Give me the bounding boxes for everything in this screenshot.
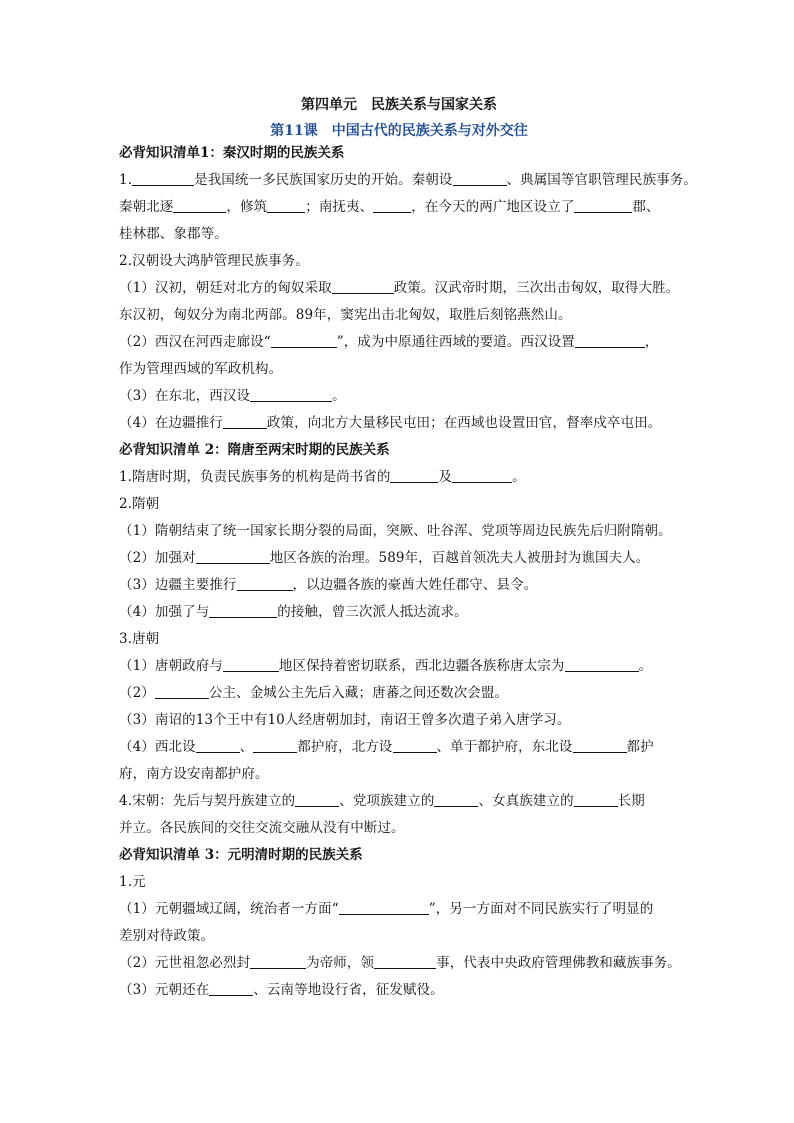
line-text: （1）隋朝结束了统一国家长期分裂的局面，突厥、吐谷浑、党项等周边民族先后归附隋朝。 — [119, 523, 672, 539]
fill-in-blank[interactable] — [209, 981, 253, 996]
fill-in-blank[interactable] — [155, 684, 209, 699]
text-line — [119, 221, 679, 248]
line-text: 地区各族的治理。589年，百越首领冼夫人被册封为谯国夫人。 — [269, 550, 650, 566]
unit-title: 第四单元 民族关系与国家关系 — [301, 97, 497, 113]
fill-in-blank[interactable] — [267, 198, 305, 213]
line-text: ， — [644, 334, 659, 350]
fill-in-blank[interactable] — [250, 387, 332, 402]
line-text: ”，成为中原通往西域的要道。西汉设置 — [336, 334, 575, 350]
line-text: 、女真族建立的 — [478, 793, 574, 809]
text-line — [119, 869, 679, 896]
line-text: （4）加强了与 — [119, 604, 210, 620]
line-text: 、党项族建立的 — [339, 793, 435, 809]
text-line — [119, 356, 679, 383]
line-text: 是我国统一多民族国家历史的开始。秦朝设 — [194, 172, 453, 188]
lesson-title: 第11课 中国古代的民族关系与对外交往 — [270, 123, 528, 139]
fill-in-blank[interactable] — [373, 198, 411, 213]
fill-in-blank[interactable] — [332, 279, 394, 294]
fill-in-blank[interactable] — [209, 603, 277, 618]
text-line — [119, 410, 679, 437]
line-text: （3）元朝还在 — [119, 982, 210, 998]
line-text: （2）加强对 — [119, 550, 196, 566]
text-line — [119, 545, 679, 572]
line-text: 2.隋朝 — [119, 496, 160, 512]
line-text: （1）元朝疆域辽阔，统治者一方面“ — [119, 901, 339, 917]
line-text: （2）元世祖忽必烈封 — [119, 955, 251, 971]
line-text: 作为管理西域的军政机构。 — [119, 361, 283, 377]
line-text: 1. — [119, 172, 133, 188]
line-text: （2）西汉在河西走廊设“ — [119, 334, 271, 350]
line-text: 3.唐朝 — [119, 631, 160, 647]
text-line — [119, 707, 679, 734]
text-line — [119, 761, 679, 788]
line-text: （4）在边疆推行 — [119, 415, 223, 431]
line-text: （1）唐朝政府与 — [119, 658, 223, 674]
line-text: ；南抚夷、 — [305, 199, 374, 215]
text-line — [119, 653, 679, 680]
text-line — [119, 464, 679, 491]
text-line — [119, 167, 697, 194]
line-text: 秦朝北逐 — [119, 199, 174, 215]
line-text: 的接触，曾三次派人抵达流求。 — [277, 604, 468, 620]
line-text: 府，南方设安南都护府。 — [119, 766, 269, 782]
section-heading: 必背知识清单1：秦汉时期的民族关系 — [119, 145, 345, 161]
line-text: 事，代表中央政府管理佛教和藏族事务。 — [436, 955, 681, 971]
line-text: （3）南诏的13个王中有10人经唐朝加封，南诏王曾多次遣子弟入唐学习。 — [119, 712, 571, 728]
line-text: 、单于都护府，东北设 — [436, 739, 573, 755]
knowledge-lists — [119, 140, 697, 1004]
fill-in-blank[interactable] — [223, 657, 279, 672]
text-line — [119, 626, 679, 653]
fill-in-blank[interactable] — [575, 333, 645, 348]
text-line — [119, 572, 679, 599]
fill-in-blank[interactable] — [390, 468, 438, 483]
fill-in-blank[interactable] — [565, 657, 639, 672]
line-text: 公主、金城公主先后入藏；唐蕃之间还数次会盟。 — [208, 685, 509, 701]
fill-in-blank[interactable] — [295, 792, 339, 807]
text-line — [119, 788, 679, 815]
line-text: 政策，向北方大量移民屯田；在西域也设置田官，督率戍卒屯田。 — [266, 415, 662, 431]
text-line — [119, 329, 679, 356]
line-text: ，在今天的两广地区设立了 — [411, 199, 575, 215]
fill-in-blank[interactable] — [196, 549, 270, 564]
fill-in-blank[interactable] — [574, 198, 632, 213]
line-text: ，以边疆各族的豪酋大姓任郡守、县令。 — [292, 577, 538, 593]
line-text: 政策。汉武帝时期，三次出击匈奴，取得大胜。 — [393, 280, 680, 296]
line-text: 都护府，北方设 — [297, 739, 393, 755]
line-text: 。 — [638, 658, 653, 674]
text-line — [119, 680, 679, 707]
text-line — [119, 491, 679, 518]
fill-in-blank[interactable] — [196, 738, 240, 753]
fill-in-blank[interactable] — [574, 792, 618, 807]
line-text: （1）汉初，朝廷对北方的匈奴采取 — [119, 280, 332, 296]
line-text: （3）在东北，西汉设 — [119, 388, 251, 404]
line-text: （3）边疆主要推行 — [119, 577, 237, 593]
line-text: ”，另一方面对不同民族实行了明显的 — [428, 901, 654, 917]
fill-in-blank[interactable] — [452, 468, 512, 483]
text-line — [119, 815, 679, 842]
fill-in-blank[interactable] — [339, 900, 429, 915]
line-text: 、典属国等官职管理民族事务。 — [506, 172, 697, 188]
text-line — [119, 302, 679, 329]
document-page — [119, 96, 697, 1004]
line-text: 、云南等地设行省，征发赋役。 — [253, 982, 444, 998]
line-text: 1.隋唐时期，负责民族事务的机构是尚书省的 — [119, 469, 391, 485]
line-text: 及 — [438, 469, 453, 485]
text-line — [119, 599, 679, 626]
fill-in-blank[interactable] — [393, 738, 437, 753]
fill-in-blank[interactable] — [374, 954, 436, 969]
text-line — [119, 734, 679, 761]
fill-in-blank[interactable] — [573, 738, 627, 753]
fill-in-blank[interactable] — [253, 738, 297, 753]
line-text: （4）西北设 — [119, 739, 196, 755]
line-text: ，修筑 — [226, 199, 268, 215]
line-text: 1.元 — [119, 874, 146, 890]
text-line — [119, 518, 679, 545]
text-line — [119, 923, 679, 950]
text-line — [119, 977, 679, 1004]
line-text: 郡、 — [632, 199, 660, 215]
line-text: 并立。各民族间的交往交流交融从没有中断过。 — [119, 820, 405, 836]
line-text: 。 — [332, 388, 346, 404]
line-text: 地区保持着密切联系，西北边疆各族称唐太宗为 — [278, 658, 565, 674]
fill-in-blank[interactable] — [173, 198, 226, 213]
line-text: 长期 — [617, 793, 645, 809]
line-text: 差别对待政策。 — [119, 928, 215, 944]
fill-in-blank[interactable] — [271, 333, 337, 348]
text-line — [119, 275, 679, 302]
line-text: 东汉初，匈奴分为南北两部。89年，窦宪出击北匈奴，取胜后刻铭燕然山。 — [119, 307, 572, 323]
fill-in-blank[interactable] — [453, 171, 507, 186]
text-line — [119, 248, 679, 275]
section-heading: 必背知识清单 2：隋唐至两宋时期的民族关系 — [119, 442, 390, 458]
line-text: 。 — [512, 469, 526, 485]
line-text: 桂林郡、象郡等。 — [119, 226, 228, 242]
fill-in-blank[interactable] — [434, 792, 478, 807]
fill-in-blank[interactable] — [237, 576, 293, 591]
text-line — [119, 896, 679, 923]
fill-in-blank[interactable] — [250, 954, 306, 969]
line-text: （2） — [119, 685, 155, 701]
section-heading: 必背知识清单 3：元明清时期的民族关系 — [119, 847, 363, 863]
text-line — [119, 950, 679, 977]
line-text: 都护 — [626, 739, 654, 755]
text-line — [119, 194, 679, 221]
fill-in-blank[interactable] — [132, 171, 194, 186]
line-text: 2.汉朝设大鸿胪管理民族事务。 — [119, 253, 309, 269]
text-line — [119, 383, 679, 410]
line-text: 、 — [239, 739, 254, 755]
line-text: 4.宋朝：先后与契丹族建立的 — [119, 793, 296, 809]
line-text: 为帝师，领 — [306, 955, 375, 971]
fill-in-blank[interactable] — [223, 414, 267, 429]
